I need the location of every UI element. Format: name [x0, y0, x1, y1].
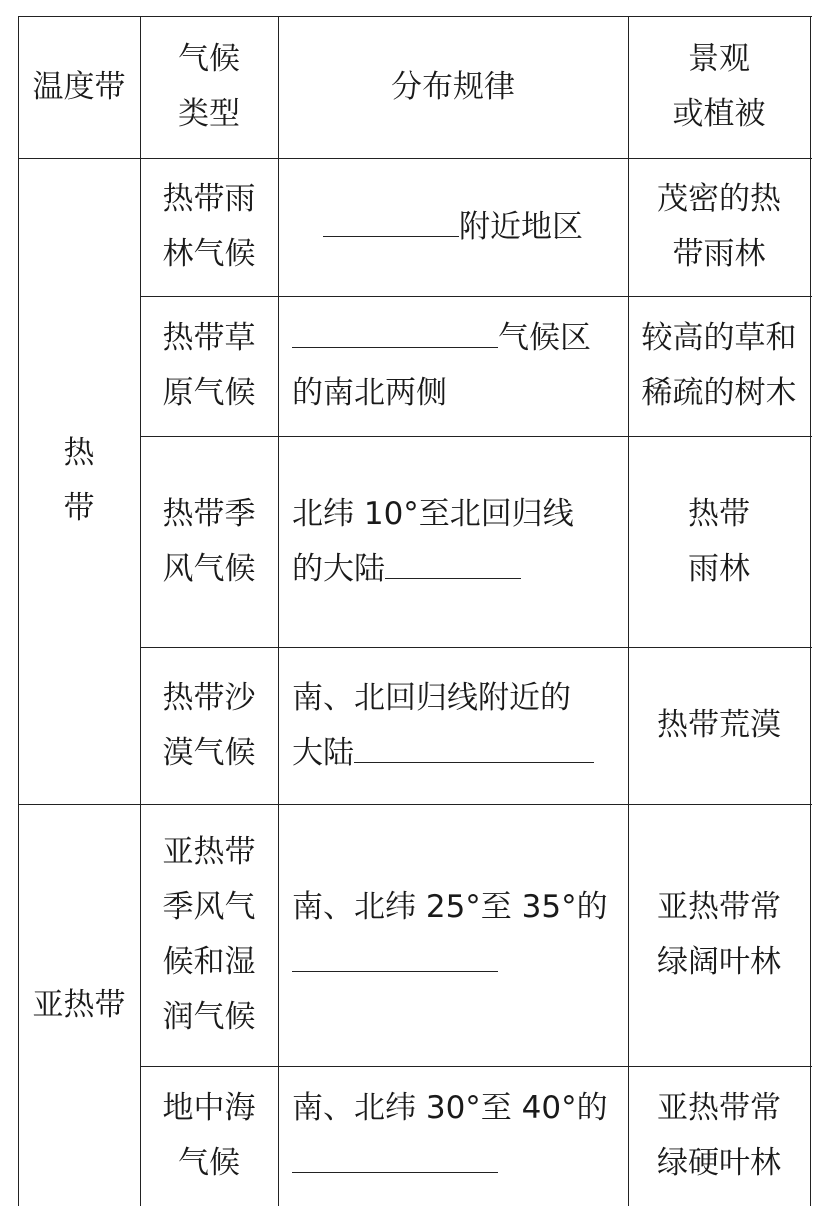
answer-blank[interactable]: [292, 317, 498, 348]
vegetation-line: 绿硬叶林: [657, 1145, 781, 1181]
rule-text: 的南北两侧: [292, 375, 447, 411]
climate-line: 林气候: [162, 236, 256, 272]
climate-table: [18, 16, 812, 1206]
rule-text: 南、北纬 25°至 35°的: [292, 889, 608, 925]
answer-blank[interactable]: [292, 941, 498, 972]
climate-line: 热带雨: [162, 181, 256, 217]
table-row-vegetation: [628, 804, 810, 1066]
climate-line: 润气候: [162, 999, 256, 1035]
header-zone-text: 温度带: [32, 68, 126, 105]
climate-line: 候和湿: [162, 944, 256, 980]
table-row-climate: [140, 647, 278, 804]
header-vegetation-line1: 景观: [688, 41, 750, 77]
header-zone: [18, 16, 140, 158]
vegetation-line: 带雨林: [672, 236, 766, 272]
answer-blank[interactable]: [385, 548, 521, 579]
table-row-vegetation: [628, 296, 810, 436]
answer-blank[interactable]: [354, 732, 594, 763]
climate-line: 热带沙: [162, 679, 256, 716]
table-row-climate: [140, 296, 278, 436]
climate-line: 原气候: [162, 375, 256, 411]
vegetation-line: 热带荒漠: [657, 707, 781, 743]
table-row-climate: [140, 1066, 278, 1206]
rule-text: 南、北回归线附近的: [292, 679, 571, 716]
table-row-rule: [278, 804, 628, 1066]
climate-line: 漠气候: [162, 734, 256, 771]
zone-tropical: [18, 158, 140, 804]
vegetation-line: 绿阔叶林: [657, 944, 781, 980]
climate-line: 气候: [178, 1145, 240, 1181]
table-row-climate: [140, 158, 278, 296]
header-rule-text: 分布规律: [391, 68, 515, 105]
table-border-right: [810, 16, 811, 1206]
answer-blank[interactable]: [323, 206, 459, 237]
rule-text: 的大陆: [292, 550, 385, 587]
table-row-rule: [278, 647, 628, 804]
rule-text: 北纬 10°至北回归线: [292, 495, 574, 532]
rule-text: 气候区: [498, 320, 591, 356]
table-row-rule: [278, 436, 628, 647]
header-climate-line2: 类型: [178, 96, 240, 132]
vegetation-line: 较高的草和: [641, 320, 797, 356]
rule-text: 南、北纬 30°至 40°的: [292, 1090, 608, 1126]
table-row-climate: [140, 804, 278, 1066]
vegetation-line: 热带: [688, 495, 750, 532]
table-row-rule: [278, 158, 628, 296]
vegetation-line: 亚热带常: [657, 1090, 781, 1126]
climate-line: 地中海: [162, 1090, 256, 1126]
zone-tropical-line1: 热: [63, 435, 95, 471]
table-row-vegetation: [628, 1066, 810, 1206]
climate-line: 亚热带: [162, 834, 256, 870]
vegetation-line: 稀疏的树木: [641, 375, 797, 411]
rule-text: 附近地区: [459, 208, 583, 245]
table-row-vegetation: [628, 647, 810, 804]
zone-tropical-line2: 带: [63, 490, 95, 526]
table-row-vegetation: [628, 436, 810, 647]
table-row-rule: [278, 296, 628, 436]
rule-text: 大陆: [292, 734, 354, 771]
vegetation-line: 雨林: [688, 550, 750, 587]
climate-line: 热带草: [162, 320, 256, 356]
zone-subtropical-text: 亚热带: [32, 986, 126, 1023]
header-climate: [140, 16, 278, 158]
vegetation-line: 亚热带常: [657, 889, 781, 925]
vegetation-line: 茂密的热: [657, 181, 781, 217]
table-row-rule: [278, 1066, 628, 1206]
table-row-vegetation: [628, 158, 810, 296]
climate-line: 风气候: [162, 550, 256, 587]
header-vegetation-line2: 或植被: [672, 96, 766, 132]
answer-blank[interactable]: [292, 1142, 498, 1173]
header-vegetation: [628, 16, 810, 158]
header-climate-line1: 气候: [178, 41, 240, 77]
table-row-climate: [140, 436, 278, 647]
zone-subtropical: [18, 804, 140, 1206]
climate-line: 热带季: [162, 495, 256, 532]
climate-line: 季风气: [162, 889, 256, 925]
header-rule: [278, 16, 628, 158]
